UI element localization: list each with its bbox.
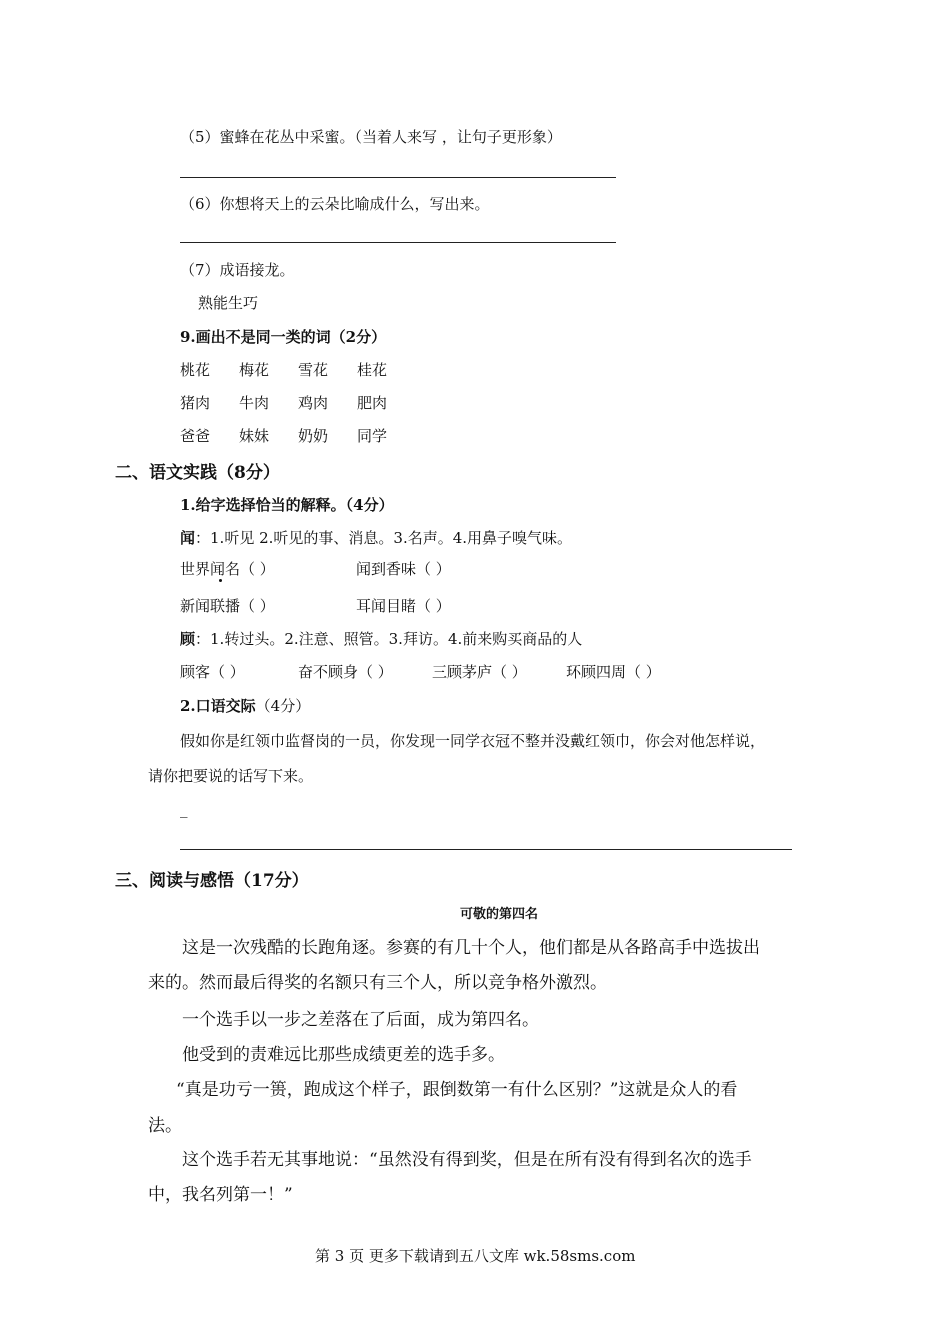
gu-defs: ：1.转过头。2.注意、照管。3.拜访。4.前来购买商品的人 <box>195 630 583 648</box>
story-line-7: 这个选手若无其事地说：“虽然没有得到奖，但是在所有没有得到名次的选手 <box>182 1150 752 1170</box>
word: 牛肉 <box>239 394 270 412</box>
idiom-word: 熟能生巧 <box>198 294 259 312</box>
word: 奶奶 <box>298 427 329 445</box>
word: 猪肉 <box>180 394 211 412</box>
page-footer: 第 3 页 更多下载请到五八文库 wk.58sms.com <box>315 1247 636 1265</box>
section-2-q1-title: 1.给字选择恰当的解释。（4分） <box>180 496 394 514</box>
gu-definitions <box>180 628 582 649</box>
wen-label: 闻 <box>180 529 196 547</box>
word: 肥肉 <box>357 394 388 412</box>
story-line-2: 来的。然而最后得奖的名额只有三个人，所以竞争格外激烈。 <box>148 973 607 993</box>
wen-item-2: 闻到香味（ ） <box>356 560 451 578</box>
dash-mark: _ <box>180 800 188 818</box>
story-line-1: 这是一次残酷的长跑角逐。参赛的有几十个人，他们都是从各路高手中选拔出 <box>182 938 760 958</box>
section-2-title: 二、语文实践（8分） <box>115 463 280 483</box>
word: 鸡肉 <box>298 394 329 412</box>
gu-item-1: 顾客（ ） <box>180 663 245 681</box>
word-row-2 <box>180 392 416 413</box>
section-3-title: 三、阅读与感悟（17分） <box>115 871 309 891</box>
q2-score: （4分） <box>255 697 311 715</box>
word-row-3 <box>180 425 416 446</box>
gu-item-4: 环顾四周（ ） <box>566 663 661 681</box>
word: 妹妹 <box>239 427 270 445</box>
q2-prompt-line-1: 假如你是红领巾监督岗的一员，你发现一同学衣冠不整并没戴红领巾，你会对他怎样说， <box>180 732 766 750</box>
story-line-6: 法。 <box>148 1116 182 1136</box>
answer-line-5 <box>180 177 616 178</box>
question-7: （7）成语接龙。 <box>180 261 295 279</box>
wen-item-1: 世界闻名（ ） <box>180 560 275 578</box>
gu-item-3: 三顾茅庐（ ） <box>432 663 527 681</box>
word: 桂花 <box>357 361 388 379</box>
section-2-q2-title <box>180 695 310 716</box>
question-5: （5）蜜蜂在花丛中采蜜。（当着人来写 ，让句子更形象） <box>180 128 562 146</box>
wen-defs: ：1.听见 2.听见的事、消息。3.名声。4.用鼻子嗅气味。 <box>195 529 573 547</box>
word-row-1 <box>180 359 416 380</box>
emphasis-dot <box>219 579 222 582</box>
question-9-title: 9.画出不是同一类的词（2分） <box>180 328 387 346</box>
word: 爸爸 <box>180 427 211 445</box>
word: 同学 <box>357 427 388 445</box>
story-title: 可敬的第四名 <box>460 907 539 922</box>
wen-item-4: 耳闻目睹（ ） <box>356 597 451 615</box>
story-line-4: 他受到的责难远比那些成绩更差的选手多。 <box>182 1045 505 1065</box>
q2-prompt-line-2: 请你把要说的话写下来。 <box>148 767 314 785</box>
gu-item-2: 奋不顾身（ ） <box>298 663 393 681</box>
story-line-8: 中，我名列第一！” <box>148 1185 293 1205</box>
gu-label: 顾 <box>180 630 196 648</box>
wen-item-3: 新闻联播（ ） <box>180 597 275 615</box>
question-6: （6）你想将天上的云朵比喻成什么，写出来。 <box>180 195 490 213</box>
wen-definitions <box>180 527 572 548</box>
answer-line-q2 <box>180 849 792 850</box>
word: 雪花 <box>298 361 329 379</box>
q2-title: 2.口语交际 <box>180 697 256 715</box>
story-line-3: 一个选手以一步之差落在了后面，成为第四名。 <box>182 1010 539 1030</box>
word: 梅花 <box>239 361 270 379</box>
word: 桃花 <box>180 361 211 379</box>
story-line-5: “真是功亏一篑，跑成这个样子，跟倒数第一有什么区别？”这就是众人的看 <box>176 1080 738 1100</box>
answer-line-6 <box>180 242 616 243</box>
